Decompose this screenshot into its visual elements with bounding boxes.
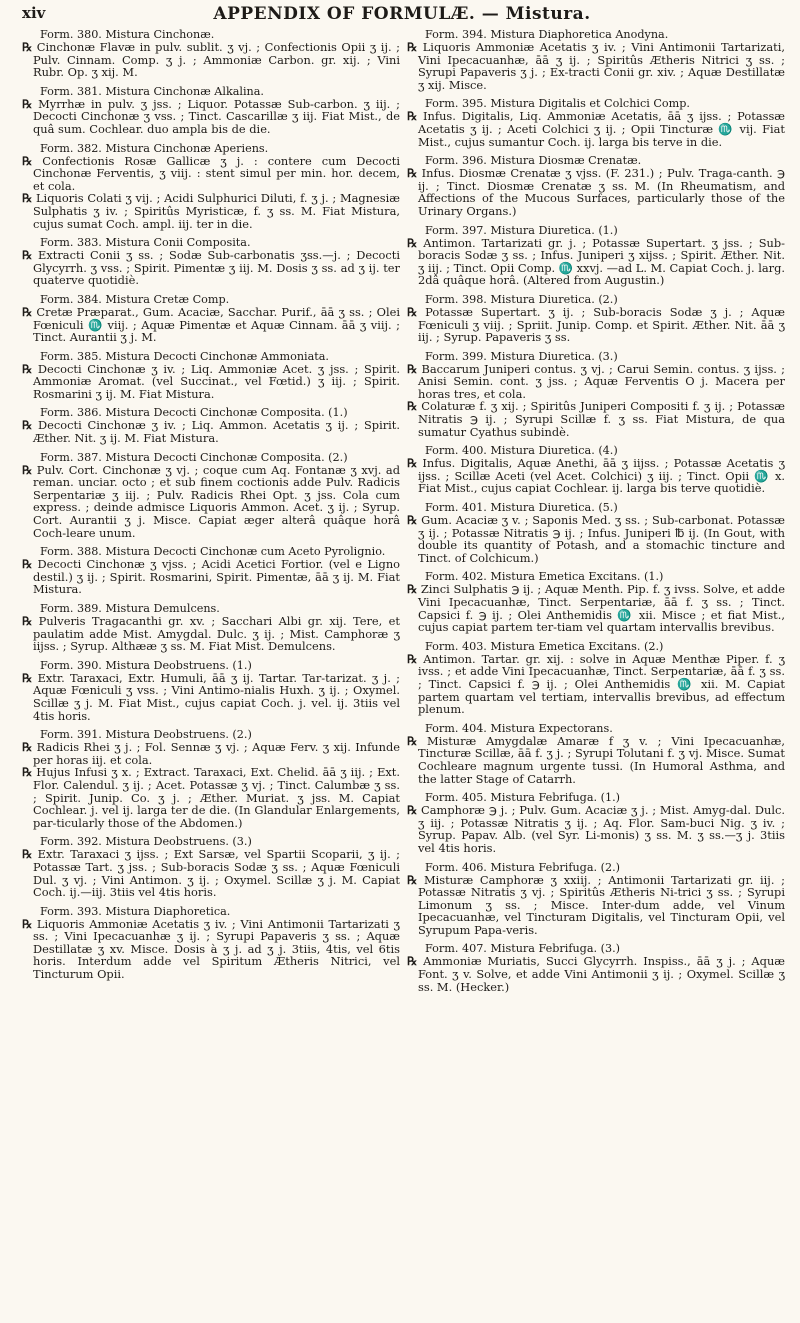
- recipe-icon: ℞: [407, 456, 418, 471]
- formula-heading: Form. 381. Mistura Cinchonæ Alkalina.: [40, 84, 264, 98]
- formula-entry: [407, 501, 785, 564]
- formula-heading: Form. 383. Mistura Conii Composita.: [40, 236, 251, 250]
- formula-text: Ammoniæ Muriatis, Succi Glycyrrh. Inspiss., āā ʒ j. ; Aquæ Font. ʒ v. Solve, et adde Vini Antimonii ʒ ij. ; Oxymel. Scillæ ʒ ss. M. (Hecker.): [418, 954, 785, 994]
- formula-paragraph: [407, 804, 785, 854]
- recipe-icon: ℞: [407, 399, 418, 414]
- recipe-icon: ℞: [407, 513, 418, 528]
- formula-paragraph: [407, 735, 785, 785]
- formula-text: Potassæ Supertart. ʒ ij. ; Sub-boracis Sodæ ʒ j. ; Aquæ Fœniculi ʒ viij. ; Spriit. Junip. Comp. et Spirit. Æther. Nit. āā ʒ iij. ; Syrup. Papaveris ʒ ss.: [418, 304, 785, 345]
- formula-paragraph: [22, 155, 400, 193]
- formula-text: Misturæ Amygdalæ Amaræ f ʒ v. ; Vini Ipecacuanhæ, Tincturæ Scillæ, āā f. ʒ j. ; Syrupi Tolutani f. ʒ vj. Misce. Sumat Cochleare magnum urgente tussi. (In Humoral Asthma, and the latter Stage of Catarrh.: [418, 733, 785, 786]
- formula-paragraph: [407, 237, 785, 287]
- formula-entry: [22, 350, 400, 401]
- formula-heading: Form. 404. Mistura Expectorans.: [425, 721, 613, 735]
- formula-heading: Form. 389. Mistura Demulcens.: [40, 602, 220, 615]
- formula-text: Liquoris Ammoniæ Acetatis ʒ iv. ; Vini Antimonii Tartarizati ʒ ss. ; Vini Ipecacuanhæ ʒ ij. ; Syrupi Papaveris ʒ ss. ; Aquæ Destillatæ ʒ xv. Misce. Dosis à ʒ j. ad ʒ j. 3tiis, 4tis, vel 6tis horis. Interdum adde vel Spiritum Ætheris Nitrici, vel Tincturum Opii.: [33, 916, 400, 982]
- formula-text: Extr. Taraxaci, Extr. Humuli, āā ʒ ij. Tartar. Tar-tarizat. ʒ j. ; Aquæ Fœniculi ʒ vss. ; Vini Antimo-nialis Huxh. ʒ ij. ; Oxymel. Scillæ ʒ j. M. Fiat Mist., cujus capiat Coch. j. vel. ij. 3tiis vel 4tis horis.: [33, 670, 400, 723]
- recipe-icon: ℞: [22, 670, 33, 685]
- recipe-icon: ℞: [22, 847, 33, 862]
- recipe-icon: ℞: [407, 361, 418, 376]
- formula-paragraph: [22, 464, 400, 540]
- formula-paragraph: [407, 306, 785, 344]
- formula-heading: Form. 406. Mistura Febrifuga. (2.): [425, 860, 621, 874]
- formula-text: Extracti Conii ʒ ss. ; Sodæ Sub-carbonatis ʒss.—j. ; Decocti Glycyrrh. ʒ vss. ; Spirit. Pimentæ ʒ iij. M. Dosis ʒ ss. ad ʒ ij. ter quaterve quotidiè.: [33, 248, 400, 288]
- formula-paragraph: [407, 457, 785, 495]
- formula-heading: Form. 391. Mistura Deobstruens. (2.): [40, 728, 252, 742]
- recipe-icon: ℞: [22, 462, 33, 477]
- formula-heading: Form. 385. Mistura Decocti Cinchonæ Ammoniata.: [40, 349, 329, 363]
- formula-heading: Form. 384. Mistura Cretæ Comp.: [40, 292, 230, 306]
- recipe-icon: ℞: [407, 109, 418, 124]
- recipe-icon: ℞: [407, 954, 418, 969]
- formula-entry: [407, 224, 785, 287]
- formula-paragraph: [22, 249, 400, 287]
- formula-text: Cinchonæ Flavæ in pulv. sublit. ʒ vj. ; Confectionis Opii ʒ ij. ; Pulv. Cinnam. Comp. ʒ j. ; Ammoniæ Carbon. gr. xij. ; Vini Rubr. Op. ʒ xij. M.: [33, 40, 400, 80]
- recipe-icon: ℞: [407, 872, 418, 887]
- formula-entry: [407, 97, 785, 148]
- recipe-icon: ℞: [407, 651, 418, 666]
- formula-heading: Form. 390. Mistura Deobstruens. (1.): [40, 658, 252, 672]
- right-column: [407, 28, 785, 999]
- formula-text: Antimon. Tartarizati gr. j. ; Potassæ Supertart. ʒ jss. ; Sub-boracis Sodæ ʒ ss. ; Infus. Juniperi ʒ xijss. ; Spirit. Æther. Nit. ʒ iij. ; Tinct. Opii Comp. ♏ xxvj. —ad L. M. Capiat Coch. j. larg. 2dâ quâque horâ. (Altered from Augustin.): [418, 235, 786, 288]
- formula-text: Decocti Cinchonæ ʒ vjss. ; Acidi Acetici Fortior. (vel e Ligno destil.) ʒ ij. ; Spirit. Rosmarini, Spirit. Pimentæ, āā ʒ ij. M. Fiat Mistura.: [33, 557, 401, 597]
- formula-paragraph: [407, 363, 785, 401]
- formula-entry: [407, 570, 785, 633]
- formula-entry: [407, 861, 785, 937]
- formula-paragraph: [407, 514, 785, 564]
- formula-text: Infus. Digitalis, Liq. Ammoniæ Acetatis, āā ʒ ijss. ; Potassæ Acetatis ʒ ij. ; Aceti Colchici ʒ ij. ; Opii Tincturæ ♏ vij. Fiat Mist., cujus sumantur Coch. ij. larga bis terve in die.: [418, 109, 786, 149]
- formula-paragraph: [407, 110, 785, 148]
- recipe-icon: ℞: [22, 248, 33, 263]
- formula-entry: [22, 451, 400, 540]
- formula-heading: Form. 401. Mistura Diuretica. (5.): [425, 501, 618, 515]
- formula-text: Antimon. Tartar. gr. xij. : solve in Aquæ Menthæ Piper. f. ʒ ivss. ; et adde Vini Ipecacuanhæ, Tinct. Serpentariæ, āā f. ʒ ss. ; Tinct. Capsici f. ℈ ij. ; Olei Anthemidis ♏ xii. M. Capiat partem quartam vel tertiam, intervallis brevibus, ad effectum plenum.: [418, 651, 786, 717]
- formula-text: Pulv. Cort. Cinchonæ ʒ vj. ; coque cum Aq. Fontanæ ʒ xvj. ad reman. unciar. octo ; et sub finem coctionis adde Pulv. Radicis Serpentariæ ʒ iij. ; Pulv. Radicis Rhei Opt. ʒ jss. Cola cum express. ; deinde admisce Liquoris Ammon. Acet. ʒ ij. ; Syrup. Cort. Aurantii ʒ j. Misce. Capiat æger alterâ quâque horâ Coch-leare unum.: [33, 462, 400, 540]
- left-column: [22, 28, 400, 987]
- formula-paragraph: [22, 558, 400, 596]
- formula-heading: Form. 380. Mistura Cinchonæ.: [40, 28, 215, 41]
- formula-text: Decocti Cinchonæ ʒ iv. ; Liq. Ammoniæ Acet. ʒ jss. ; Spirit. Ammoniæ Aromat. (vel Succinat., vel Fœtid.) ʒ iij. ; Spirit. Rosmarini ʒ ij. M. Fiat Mistura.: [33, 361, 400, 401]
- formula-paragraph: [22, 41, 400, 79]
- formula-entry: [407, 791, 785, 854]
- formula-paragraph: [22, 419, 400, 444]
- formula-entry: [407, 28, 785, 91]
- formula-entry: [22, 602, 400, 653]
- formula-paragraph: [22, 918, 400, 981]
- formula-entry: [407, 722, 785, 785]
- formula-heading: Form. 393. Mistura Diaphoretica.: [40, 904, 231, 918]
- recipe-icon: ℞: [22, 557, 33, 572]
- formula-paragraph: [22, 192, 400, 230]
- formula-entry: [22, 835, 400, 898]
- recipe-icon: ℞: [407, 304, 418, 319]
- recipe-icon: ℞: [22, 153, 33, 168]
- formula-entry: [407, 640, 785, 716]
- formula-entry: [407, 942, 785, 993]
- formula-heading: Form. 387. Mistura Decocti Cinchonæ Composita. (2.): [40, 450, 348, 464]
- recipe-icon: ℞: [22, 96, 33, 111]
- recipe-icon: ℞: [22, 361, 33, 376]
- formula-paragraph: [407, 653, 785, 716]
- formula-heading: Form. 388. Mistura Decocti Cinchonæ cum Aceto Pyrolignio.: [40, 545, 386, 559]
- recipe-icon: ℞: [22, 614, 33, 628]
- formula-text: Gum. Acaciæ ʒ v. ; Saponis Med. ʒ ss. ; Sub-carbonat. Potassæ ʒ ij. ; Potassæ Nitratis ℈ ij. ; Infus. Juniperi ℔ ij. (In Gout, with double its quantity of Potash, and a stomachic tincture and Tinct. of Colchicum.): [418, 513, 785, 565]
- formula-text: Liquoris Ammoniæ Acetatis ʒ iv. ; Vini Antimonii Tartarizati, Vini Ipecacuanhæ, āā ʒ ij. ; Spiritûs Ætheris Nitrici ʒ ss. ; Syrupi Papaveris ʒ j. ; Ex-tracti Conii gr. xiv. ; Aquæ Destillatæ ʒ xij. Misce.: [418, 40, 785, 92]
- formula-paragraph: [22, 672, 400, 722]
- formula-text: Decocti Cinchonæ ʒ iv. ; Liq. Ammon. Acetatis ʒ ij. ; Spirit. Æther. Nit. ʒ ij. M. Fiat Mistura.: [33, 418, 400, 446]
- formula-paragraph: [22, 766, 400, 829]
- formula-text: Colaturæ f. ʒ xij. ; Spiritûs Juniperi Compositi f. ʒ ij. ; Potassæ Nitratis ℈ ij. ; Syrupi Scillæ f. ʒ ss. Fiat Mistura, de qua sumatur Cyathus subindè.: [418, 399, 786, 439]
- formula-heading: Form. 382. Mistura Cinchonæ Aperiens.: [40, 141, 269, 155]
- formula-heading: Form. 386. Mistura Decocti Cinchonæ Composita. (1.): [40, 406, 348, 420]
- formula-heading: Form. 399. Mistura Diuretica. (3.): [425, 349, 618, 363]
- formula-text: Cretæ Præparat., Gum. Acaciæ, Sacchar. Purif., āā ʒ ss. ; Olei Fœniculi ♏ viij. ; Aquæ Pimentæ et Aquæ Cinnam. āā ʒ viij. ; Tinct. Aurantii ʒ j. M.: [33, 304, 400, 345]
- formula-text: Extr. Taraxaci ʒ ijss. ; Ext Sarsæ, vel Spartii Scoparii, ʒ ij. ; Potassæ Tart. ʒ jss. ; Sub-boracis Sodæ ʒ ss. ; Aquæ Fœniculi Dul. ʒ vj. ; Vini Antimon. ʒ ij. ; Oxymel. Scillæ ʒ j. M. Capiat Coch. ij.—iij. 3tiis vel 4tis horis.: [33, 847, 400, 900]
- formula-heading: Form. 400. Mistura Diuretica. (4.): [425, 444, 618, 458]
- formula-entry: [22, 142, 400, 231]
- formula-text: Confectionis Rosæ Gallicæ ʒ j. : contere cum Decocti Cinchonæ Ferventis, ʒ viij. : stent simul per min. hor. decem, et cola.: [33, 153, 401, 193]
- formula-paragraph: [407, 167, 785, 217]
- formula-text: Zinci Sulphatis ℈ ij. ; Aquæ Menth. Pip. f. ʒ ivss. Solve, et adde Vini Ipecacuanhæ, Tinct. Serpentariæ, āā f. ʒ ss. ; Tinct. Capsici f. ℈ ij. ; Olei Anthemidis ♏ xii. Misce ; et fiat Mist., cujus capiat partem ter-tiam vel quartam intervallis brevibus.: [418, 582, 785, 635]
- formula-entry: [22, 28, 400, 79]
- recipe-icon: ℞: [407, 40, 418, 54]
- formula-entry: [22, 293, 400, 344]
- formula-paragraph: [22, 363, 400, 401]
- recipe-icon: ℞: [407, 166, 418, 181]
- formula-paragraph: [22, 306, 400, 344]
- formula-paragraph: [22, 98, 400, 136]
- formula-paragraph: [407, 955, 785, 993]
- formula-text: Misturæ Camphoræ ʒ xxiij. ; Antimonii Tartarizati gr. iij. ; Potassæ Nitratis ʒ vj. ; Spiritûs Ætheris Ni-trici ʒ ss. ; Syrupi Limonum ʒ ss. ; Misce. Inter-dum adde, vel Vinum Ipecacuanhæ, vel Tincturam Digitalis, vel Tincturam Opii, vel Syrupum Papa-veris.: [418, 872, 786, 937]
- formula-paragraph: [22, 848, 400, 898]
- formula-paragraph: [407, 41, 785, 91]
- page-title: APPENDIX OF FORMULÆ. — Mistura.: [213, 4, 591, 24]
- formula-heading: Form. 392. Mistura Deobstruens. (3.): [40, 835, 252, 849]
- recipe-icon: ℞: [407, 582, 418, 597]
- formula-heading: Form. 397. Mistura Diuretica. (1.): [425, 223, 618, 237]
- formula-heading: Form. 395. Mistura Digitalis et Colchici Comp.: [425, 97, 690, 111]
- formula-text: Radicis Rhei ʒ j. ; Fol. Sennæ ʒ vj. ; Aquæ Ferv. ʒ xij. Infunde per horas iij. et cola.: [33, 740, 400, 767]
- recipe-icon: ℞: [22, 740, 33, 755]
- page-number: xiv: [22, 4, 46, 22]
- formula-heading: Form. 396. Mistura Diosmæ Crenatæ.: [425, 154, 642, 168]
- recipe-icon: ℞: [22, 304, 33, 319]
- formula-text: Infus. Diosmæ Crenatæ ʒ vjss. (F. 231.) ; Pulv. Traga-canth. ℈ ij. ; Tinct. Diosmæ Crenatæ ʒ ss. M. (In Rheumatism, and Affections of the Mucous Surfaces, particularly those of the Urinary Organs.): [418, 166, 785, 218]
- formula-heading: Form. 398. Mistura Diuretica. (2.): [425, 292, 618, 306]
- formula-entry: [22, 236, 400, 287]
- formula-heading: Form. 403. Mistura Emetica Excitans. (2.): [425, 639, 664, 653]
- recipe-icon: ℞: [22, 916, 33, 931]
- recipe-icon: ℞: [22, 765, 33, 780]
- recipe-icon: ℞: [22, 40, 33, 54]
- formula-heading: Form. 402. Mistura Emetica Excitans. (1.): [425, 570, 664, 584]
- formula-entry: [22, 728, 400, 829]
- running-head: [22, 4, 782, 28]
- formula-text: Myrrhæ in pulv. ʒ jss. ; Liquor. Potassæ Sub-carbon. ʒ iij. ; Decocti Cinchonæ ʒ vss. ; Tinct. Cascarillæ ʒ iij. Fiat Mist., de quâ sum. Cochlear. duo ampla bis de die.: [33, 96, 400, 136]
- formula-entry: [407, 350, 785, 439]
- formula-paragraph: [22, 741, 400, 766]
- formula-text: Baccarum Juniperi contus. ʒ vj. ; Carui Semin. contus. ʒ ijss. ; Anisi Semin. cont. ʒ jss. ; Aquæ Ferventis O j. Macera per horas tres, et cola.: [418, 361, 786, 401]
- recipe-icon: ℞: [407, 803, 418, 818]
- formula-heading: Form. 407. Mistura Febrifuga. (3.): [425, 942, 621, 956]
- formula-text: Liquoris Colati ʒ vij. ; Acidi Sulphurici Diluti, f. ʒ j. ; Magnesiæ Sulphatis ʒ iv. ; Spiritûs Myristicæ, f. ʒ ss. M. Fiat Mistura, cujus sumat Coch. ampl. iij. ter in die.: [33, 191, 400, 231]
- formula-entry: [22, 545, 400, 596]
- formula-entry: [22, 85, 400, 136]
- formula-paragraph: [22, 615, 400, 653]
- formula-entry: [407, 293, 785, 344]
- formula-entry: [22, 905, 400, 981]
- formula-entry: [22, 659, 400, 722]
- formula-paragraph: [407, 400, 785, 438]
- recipe-icon: ℞: [22, 418, 33, 433]
- recipe-icon: ℞: [407, 235, 418, 250]
- recipe-icon: ℞: [22, 191, 33, 206]
- formula-text: Hujus Infusi ʒ x. ; Extract. Taraxaci, Ext. Chelid. āā ʒ iij. ; Ext. Flor. Calendul. ʒ ij. ; Acet. Potassæ ʒ vj. ; Tinct. Calumbæ ʒ ss. ; Spirit. Junip. Co. ʒ j. ; Æther. Muriat. ʒ jss. M. Capiat Cochlear. j. vel ij. larga ter de die. (In Glandular Enlargements, par-ticularly those of the Abdomen.): [33, 765, 401, 830]
- formula-text: Camphoræ ℈ j. ; Pulv. Gum. Acaciæ ʒ j. ; Mist. Amyg-dal. Dulc. ʒ iij. ; Potassæ Nitratis ʒ ij. ; Aq. Flor. Sam-buci Nig. ʒ iv. ; Syrup. Papav. Alb. (vel Syr. Li-monis) ʒ ss. M. ʒ ss.—ʒ j. 3tiis vel 4tis horis.: [418, 803, 785, 855]
- formula-text: Pulveris Tragacanthi gr. xv. ; Sacchari Albi gr. xij. Tere, et paulatim adde Mist. Amygdal. Dulc. ʒ ij. ; Mist. Camphoræ ʒ iijss. ; Syrup. Althææ ʒ ss. M. Fiat Mist. Demulcens.: [33, 614, 400, 654]
- formula-heading: Form. 405. Mistura Febrifuga. (1.): [425, 791, 621, 805]
- recipe-icon: ℞: [407, 733, 418, 748]
- formula-text: Infus. Digitalis, Aquæ Anethi, āā ʒ iijss. ; Potassæ Acetatis ʒ ijss. ; Scillæ Aceti (vel Acet. Colchici) ʒ iij. ; Tinct. Opii ♏ x. Fiat Mist., cujus capiat Cochlear. ij. larga bis terve quotidiè.: [418, 456, 785, 496]
- formula-entry: [407, 444, 785, 495]
- formula-entry: [22, 406, 400, 444]
- formula-entry: [407, 154, 785, 217]
- formula-paragraph: [407, 874, 785, 937]
- formula-paragraph: [407, 583, 785, 633]
- formula-heading: Form. 394. Mistura Diaphoretica Anodyna.: [425, 28, 669, 41]
